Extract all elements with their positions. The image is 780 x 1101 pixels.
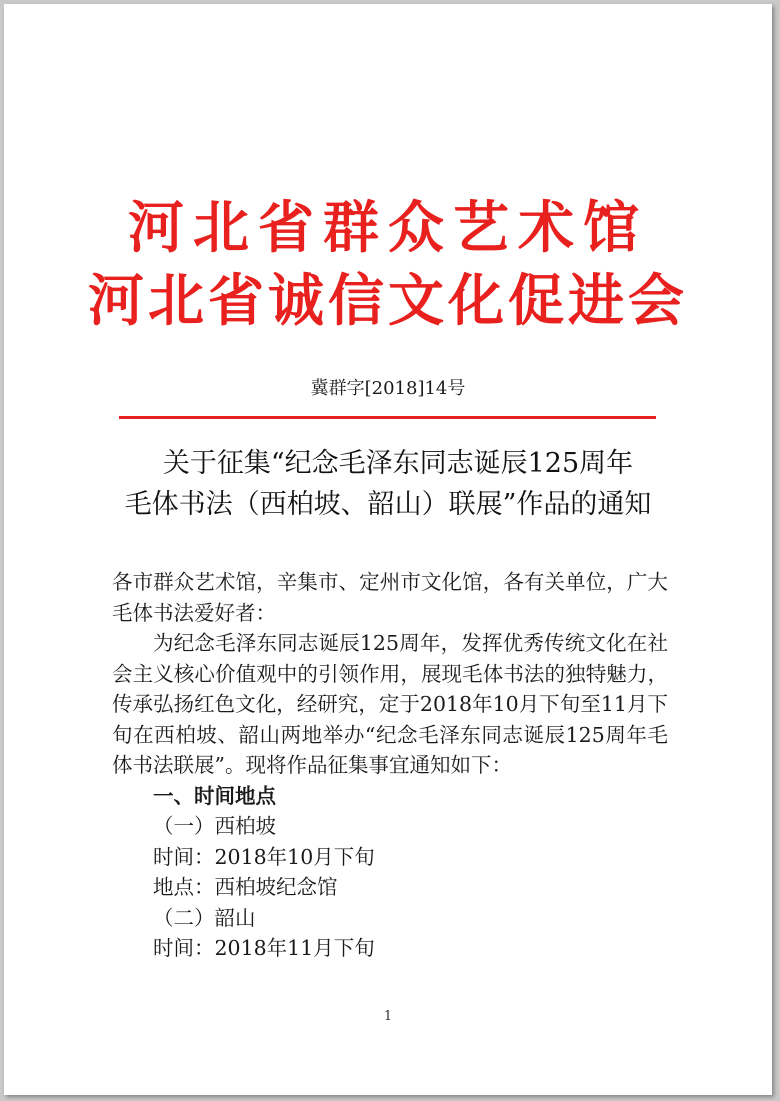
intro-paragraph: 为纪念毛泽东同志诞辰125周年，发挥优秀传统文化在社会主义核心价值观中的引领作用，展现毛体书法的独特魅力，传承弘扬红色文化，经研究，定于2018年10月下旬至11月下旬在西柏坡、韶山两地举办“纪念毛泽东同志诞辰125周年毛体书法联展”。现将作品征集事宜通知如下：: [112, 631, 668, 777]
salutation: 各市群众艺术馆，辛集市、定州市文化馆，各有关单位，广大毛体书法爱好者：: [112, 570, 668, 625]
document-number: 冀群字[2018]14号: [310, 378, 466, 399]
red-divider-line: [119, 416, 656, 419]
notice-title-line-2: 毛体书法（西柏坡、韶山）联展”作品的通知: [124, 489, 652, 520]
list-item: 时间：2018年10月下旬: [153, 844, 375, 869]
list-item: （二）韶山: [153, 905, 256, 930]
section-heading: 一、时间地点: [153, 783, 276, 808]
list-item: （一）西柏坡: [153, 814, 276, 838]
issuer-name-1: 河北省群众艺术馆: [128, 196, 648, 261]
issuer-name-2: 河北省诚信文化促进会: [88, 269, 688, 334]
list-item: 时间：2018年11月下旬: [153, 936, 375, 960]
document-page: [4, 4, 772, 1095]
document-body: [112, 567, 668, 964]
page-number: 1: [383, 1009, 393, 1024]
list-item: 地点：西柏坡纪念馆: [153, 875, 338, 899]
notice-title-line-1: 关于征集“纪念毛泽东同志诞辰125周年: [162, 448, 634, 479]
